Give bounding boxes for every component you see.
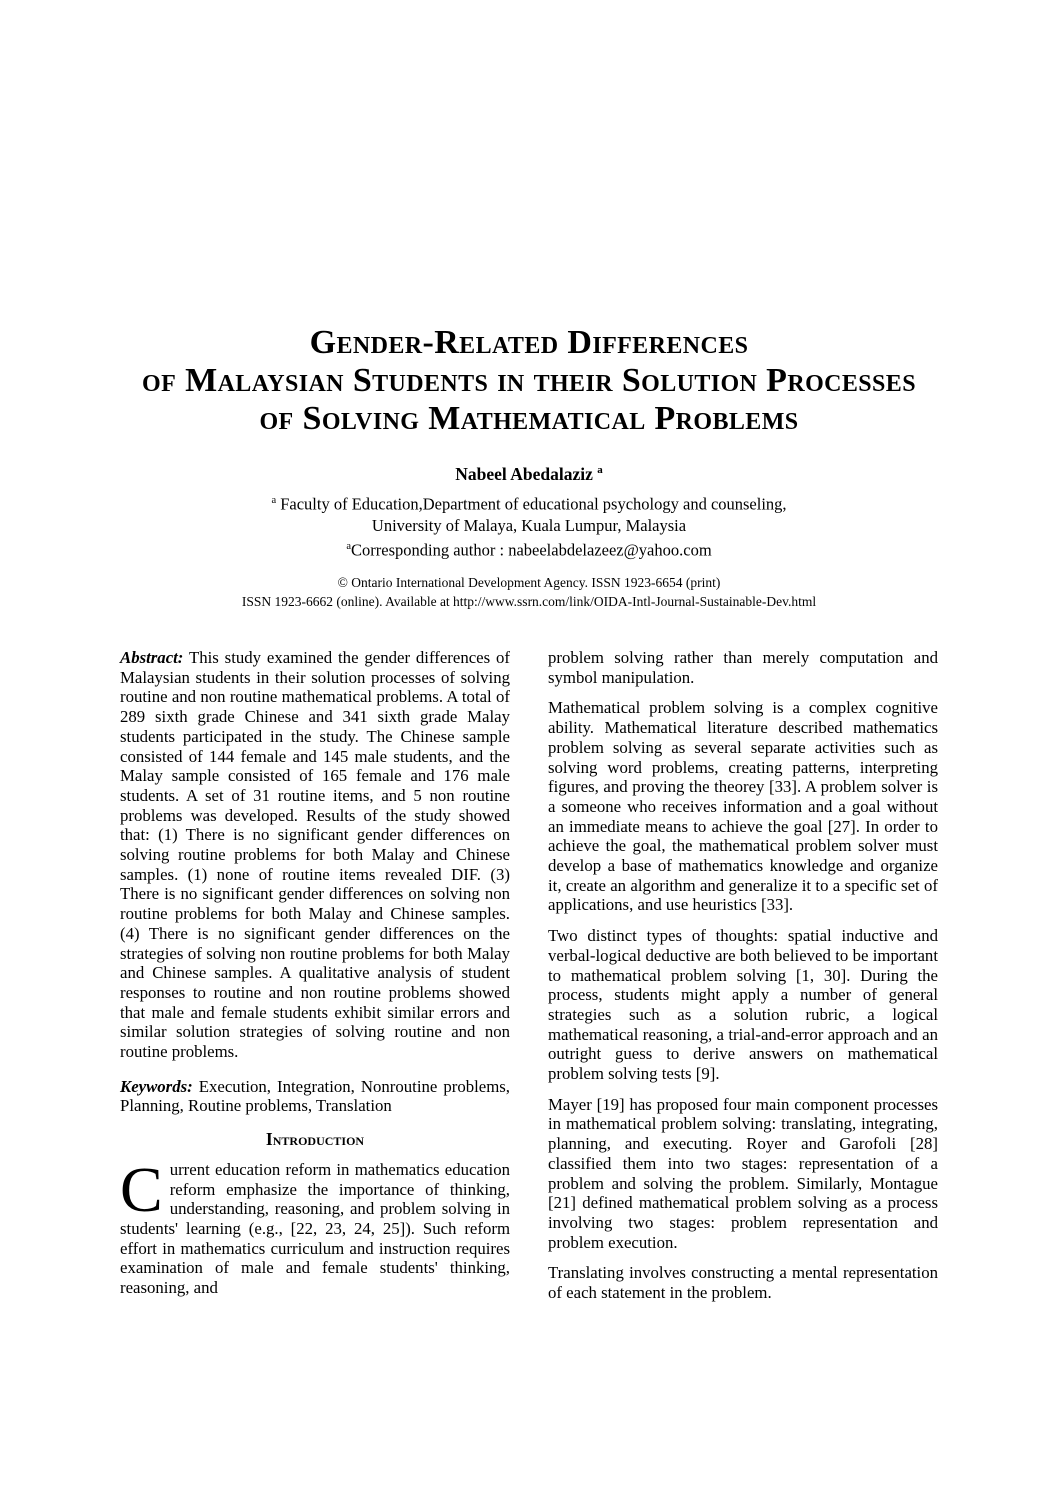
right-column xyxy=(548,648,938,1314)
body-paragraph: Two distinct types of thoughts: spatial inductive and verbal-logical deductive are both believed to be important to mathematical problem solving [1, 30]. During the process, students might apply a number of general strategies such as a solution rubric, a logical mathematical reasoning, a trial-and-error approach and an outright guess to derive answers on mathematical problem solving tests [9]. xyxy=(548,926,938,1084)
introduction-text: urrent education reform in mathematics education reform emphasize the importance of thinking, understanding, reasoning, and problem solving in students' learning (e.g., [22, 23, 24, 25]). Such reform effort in mathematics curriculum and instruction requires examination of male and female students' thinking, reasoning, and xyxy=(120,1159,510,1298)
body-paragraph: Translating involves constructing a mental representation of each statement in the problem. xyxy=(548,1263,938,1303)
dropcap-letter: C xyxy=(120,1153,163,1225)
affiliation-line-1-text: Faculty of Education,Department of educational psychology and counseling, xyxy=(280,494,787,514)
title-line-1: Gender-Related Differences xyxy=(309,324,749,361)
abstract-text: This study examined the gender differences of Malaysian students in their solution processes of solving routine and non routine mathematical problems. A total of 289 sixth grade Chinese and 341 sixth grade Malay students participated in the study. The Chinese sample consisted of 144 female and 145 male students, and the Malay sample consisted of 165 female and 176 male students. A set of 31 routine items, and 5 non routine problems was developed. Results of the study showed that: (1) There is no significant gender differences on solving routine problems for both Malay and Chinese samples. (1) none of routine items revealed DIF. (3) There is no significant gender differences on solving non routine problems for both Malay and Chinese samples. (4) There is no significant gender differences on the strategies of solving non routine problems for both Malay and Chinese samples. A qualitative analysis of student responses to routine and non routine problems showed that male and female students exhibit similar errors and similar solution strategies of solving routine and non routine problems. xyxy=(120,648,510,1062)
introduction-heading: Introduction xyxy=(265,1129,365,1150)
corresponding-author-text: Corresponding author : nabeelabdelazeez@yahoo.com xyxy=(351,540,712,559)
two-column-body xyxy=(120,648,938,1314)
keywords-label: Keywords: xyxy=(120,1076,193,1096)
copyright-line-1: © Ontario International Development Agency. ISSN 1923-6654 (print) xyxy=(337,575,721,590)
introduction-paragraph xyxy=(120,1153,510,1298)
abstract-paragraph xyxy=(120,648,510,1062)
copyright-line-2: ISSN 1923-6662 (online). Available at http://www.ssrn.com/link/OIDA-Intl-Journal-Sustainable-Dev.html xyxy=(241,594,817,609)
abstract-label: Abstract: xyxy=(120,648,184,667)
title-line-3: of Solving Mathematical Problems xyxy=(259,400,799,437)
affiliation-line-1 xyxy=(120,490,938,515)
keywords-text: Execution, Integration, Nonroutine problems, Planning, Routine problems, Translation xyxy=(120,1076,511,1116)
affiliation xyxy=(120,490,938,560)
body-paragraph: problem solving rather than merely computation and symbol manipulation. xyxy=(548,648,938,687)
paper-title xyxy=(120,324,938,438)
author-name xyxy=(120,464,938,485)
affiliation-line-2: University of Malaya, Kuala Lumpur, Malaysia xyxy=(371,515,687,535)
body-paragraph: Mayer [19] has proposed four main component processes in mathematical problem solving: translating, integrating, planning, and executing. Royer and Garofoli [28] classified them into two stages: representation of a problem and solving the problem. Similarly, Montague [21] defined mathematical problem solving as a process involving two stages: problem representation and problem execution. xyxy=(548,1094,938,1252)
author-superscript: a xyxy=(597,464,603,477)
corresponding-author-line xyxy=(120,536,938,561)
corresponding-superscript: a xyxy=(346,540,352,552)
copyright-notice xyxy=(120,573,938,611)
affiliation-superscript: a xyxy=(271,495,277,506)
title-line-2: of Malaysian Students in their Solution Processes xyxy=(142,362,916,399)
left-column xyxy=(120,648,510,1314)
author-name-text: Nabeel Abedalaziz xyxy=(455,464,593,484)
body-paragraph: Mathematical problem solving is a complex cognitive ability. Mathematical literature described mathematics problem solving as several separate activities such as solving word problems, creating patterns, interpreting figures, and proving the theorey [33]. A problem solver is a someone who receives information and a goal without an immediate means to achieve the goal [27]. In order to achieve the goal, the mathematical problem solver must develop a base of mathematics knowledge and organize it, create an algorithm and generalize it to a specific set of applications, and use heuristics [33]. xyxy=(548,698,938,915)
keywords-paragraph xyxy=(120,1077,510,1116)
